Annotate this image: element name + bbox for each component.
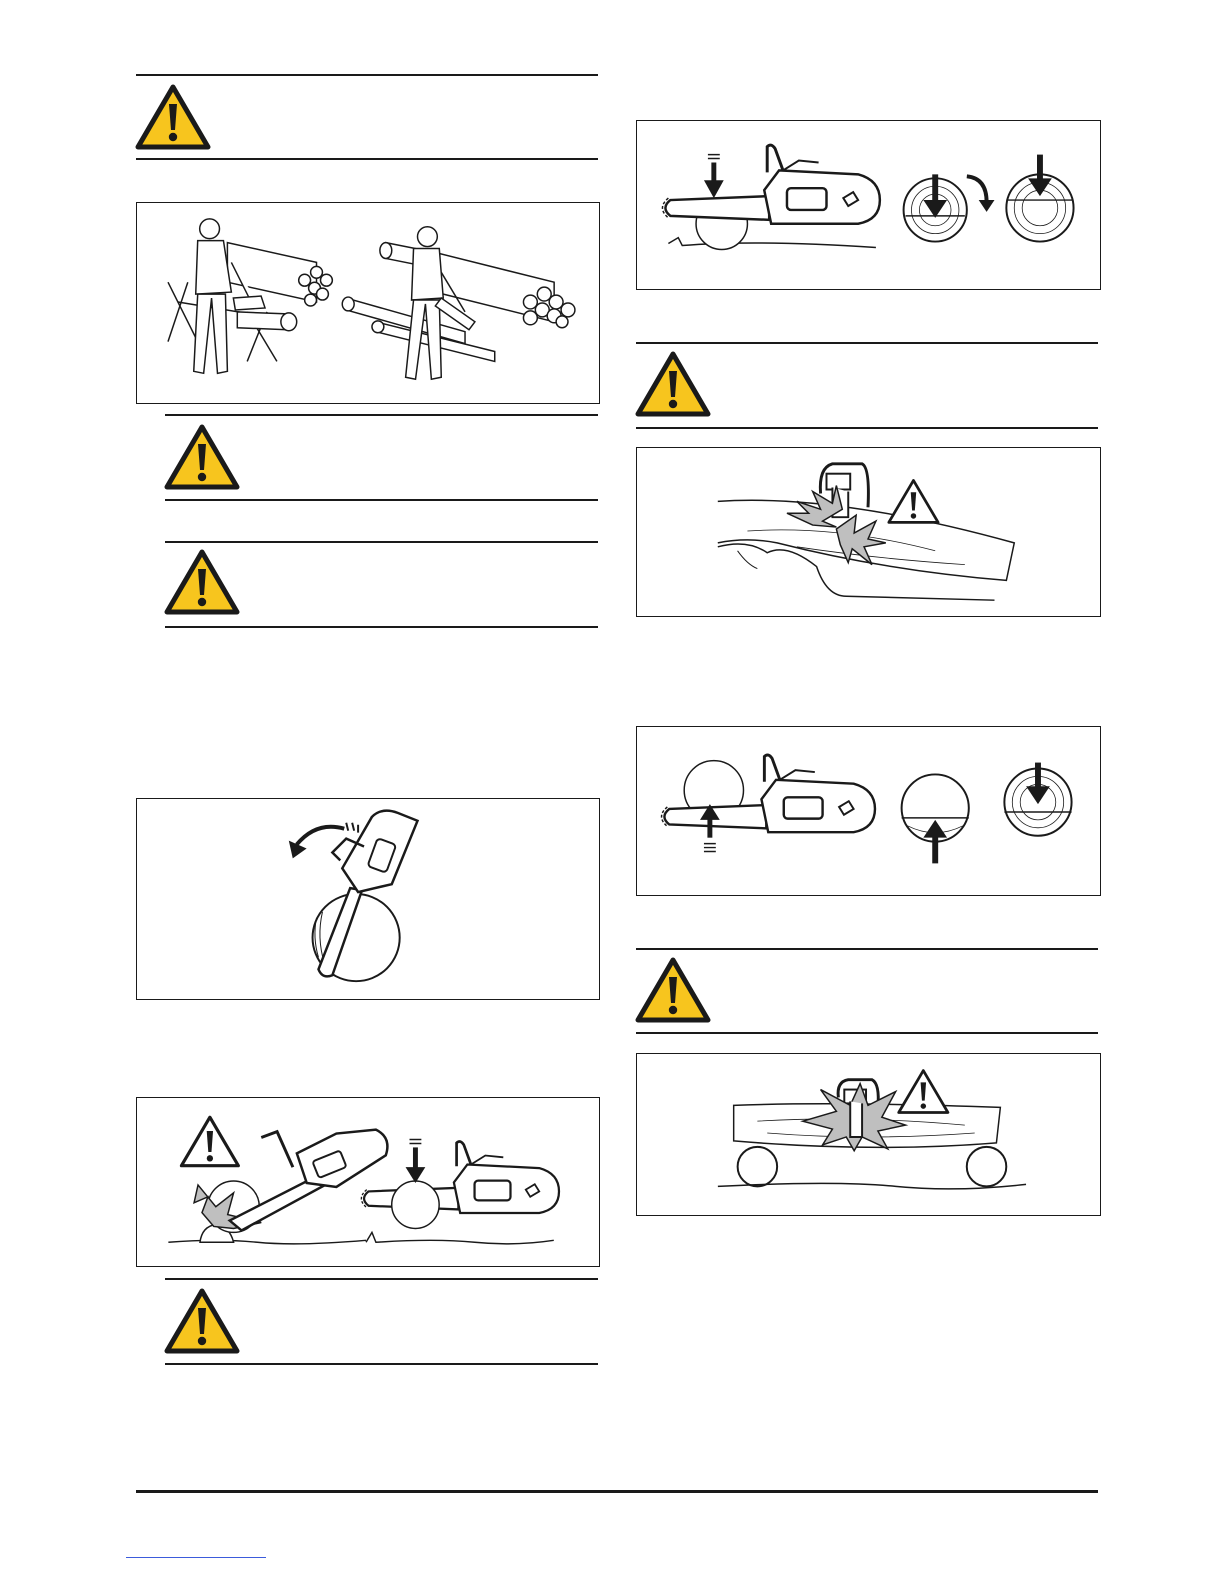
rule-under-warning-6: [636, 1032, 1098, 1034]
warning-triangle-icon: [135, 84, 211, 150]
log-pinch-top-illustration: [636, 447, 1101, 617]
warning-triangle-icon: [635, 957, 711, 1023]
log-pinch-supported-illustration: [636, 1053, 1101, 1216]
logs-on-sawhorse-illustration: [136, 202, 600, 404]
footer-rule: [136, 1490, 1098, 1493]
rule-top-left: [136, 74, 598, 76]
chainsaw-kickback-rotation-illustration: [136, 798, 600, 1000]
rule-under-warning-3: [165, 626, 598, 628]
warning-triangle-icon: [164, 549, 240, 615]
footer-link-underline[interactable]: [126, 1557, 266, 1558]
rule-under-warning-5: [636, 427, 1098, 429]
rule-above-warning-6: [636, 948, 1098, 950]
rule-under-warning-1: [136, 158, 598, 160]
chainsaw-ground-contact-illustration: [136, 1097, 600, 1267]
rule-above-warning-3: [165, 541, 598, 543]
warning-triangle-icon: [635, 351, 711, 417]
rule-above-warning-5: [636, 342, 1098, 344]
rule-above-warning-2: [165, 414, 598, 416]
warning-triangle-icon: [164, 424, 240, 490]
rule-under-warning-2: [165, 499, 598, 501]
chainsaw-bottom-cut-illustration: [636, 726, 1101, 896]
warning-triangle-icon: [164, 1288, 240, 1354]
chainsaw-top-cut-illustration: [636, 120, 1101, 290]
rule-above-warning-4: [165, 1278, 598, 1280]
rule-under-warning-4: [165, 1363, 598, 1365]
